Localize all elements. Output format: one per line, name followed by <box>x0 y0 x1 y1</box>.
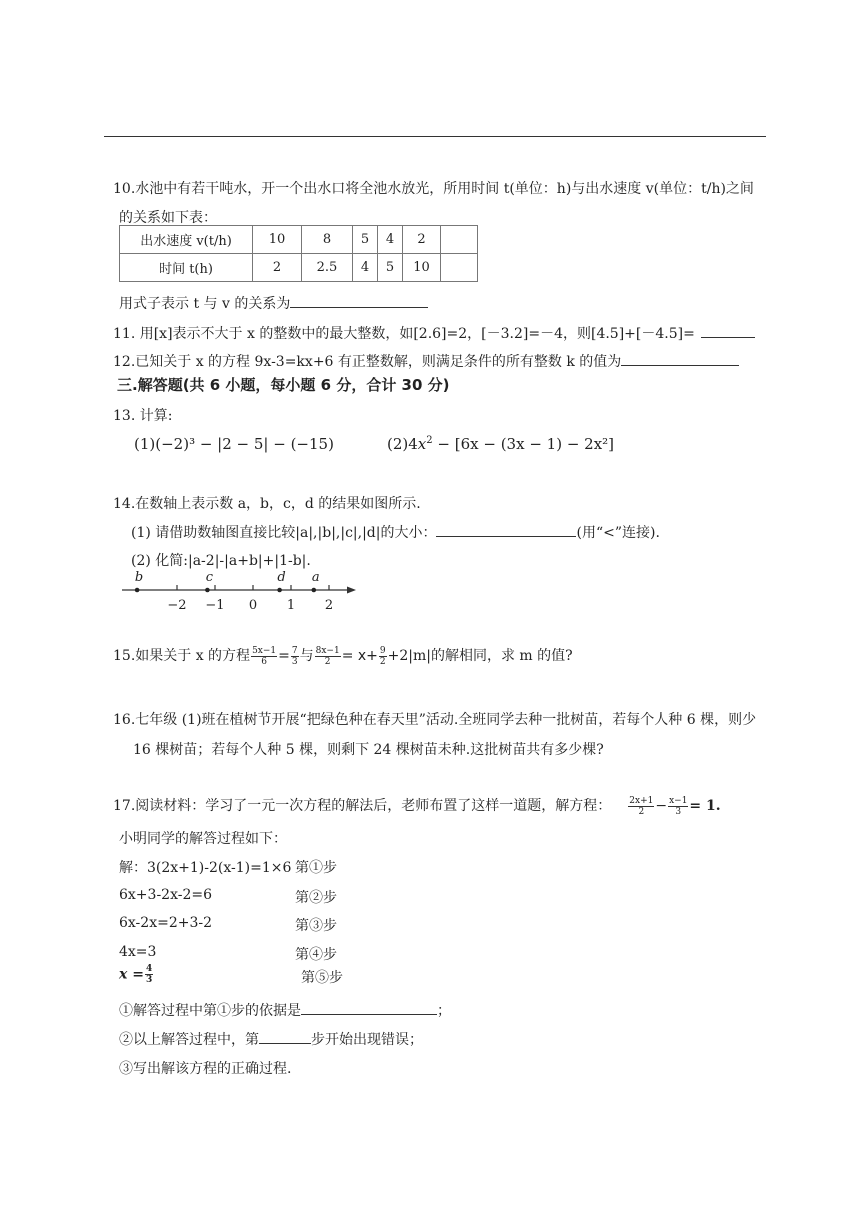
q12-answer-blank[interactable] <box>621 351 739 366</box>
table-cell <box>441 226 478 254</box>
q10-line1: 10.水池中有若干吨水，开一个出水口将全池水放光，所用时间 t(单位：h)与出水速度 v(单位：t/h)之间 <box>113 181 754 197</box>
q17-step-1-expr: 解：3(2x+1)-2(x-1)=1×6 <box>119 860 292 876</box>
q10-line2: 的关系如下表： <box>119 210 217 226</box>
fraction-denominator: 2 <box>324 656 331 667</box>
table-cell: 8 <box>302 226 353 254</box>
q17-sub1 <box>119 1000 451 1020</box>
q17-step-3-label: 第③步 <box>295 918 337 934</box>
q10-answer-line <box>119 293 428 313</box>
q17-fraction-1 <box>628 796 654 817</box>
q17-step-5-label: 第⑤步 <box>301 970 343 986</box>
q16-line1: 16.七年级 (1)班在植树节开展“把绿色种在春天里”活动.全班同学去种一批树苗，若每个人种 6 棵，则少 <box>113 712 757 728</box>
q17-sub2-suffix: 步开始出现错误； <box>311 1032 423 1048</box>
table-row <box>120 226 478 254</box>
table-row <box>120 254 478 282</box>
table-cell: 10 <box>253 226 302 254</box>
q13-label: 13. 计算: <box>113 408 173 424</box>
q15-fraction-1 <box>251 646 277 667</box>
q17-sub2-prefix: ②以上解答过程中，第 <box>119 1032 259 1048</box>
q14-part2: (2) 化简:|a-2|-|a+b|+|1-b|. <box>131 553 311 569</box>
table-cell: 4 <box>378 226 403 254</box>
q17-sub3: ③写出解该方程的正确过程. <box>119 1061 292 1077</box>
fraction-numerator: x−1 <box>669 795 688 806</box>
q17-line1-text: 17.阅读材料：学习了一元一次方程的解法后，老师布置了这样一道题，解方程： <box>113 798 612 814</box>
q17-step-2-label: 第②步 <box>295 890 337 906</box>
q14-answer-blank[interactable] <box>436 522 576 537</box>
q14-part1-suffix: (用“<”连接). <box>576 525 660 541</box>
q13-part1: (1)(−2)³ − |2 − 5| − (−15) <box>134 435 334 453</box>
number-line-point-label: b <box>134 570 144 585</box>
number-line-tick-label: −2 <box>167 598 187 613</box>
number-line-point-c <box>205 588 210 593</box>
q13-part2-prefix: (2)4 <box>387 435 418 453</box>
q11-text: 11. 用[x]表示不大于 x 的整数中的最大整数，如[2.6]=2，[－3.2]=－4，则[4.5]+[－4.5]= <box>113 326 695 342</box>
fraction-numerator: 5x−1 <box>252 645 277 656</box>
q17-sub2 <box>119 1029 423 1049</box>
row-header-time: 时间 t(h) <box>120 254 253 282</box>
speed-time-table <box>119 225 478 282</box>
table-cell: 5 <box>353 226 378 254</box>
q17-step-1-label: 第①步 <box>295 860 337 876</box>
q14-part1-line <box>131 522 660 542</box>
q15-prefix: 15.如果关于 x 的方程 <box>113 648 251 664</box>
table-cell: 4 <box>353 254 378 282</box>
fraction-numerator: 9 <box>379 645 386 656</box>
q15-equals: = <box>278 648 290 664</box>
number-line-tick-label: 2 <box>324 598 334 613</box>
q17-step-5-fraction <box>145 964 153 985</box>
q17-sub2-blank[interactable] <box>259 1029 311 1044</box>
number-line-point-label: d <box>277 570 286 585</box>
q14-part1: (1) 请借助数轴图直接比较|a|,|b|,|c|,|d|的大小： <box>131 525 437 541</box>
q15-fraction-4 <box>379 646 387 667</box>
q16-line2: 16 棵树苗；若每个人种 5 棵，则剩下 24 棵树苗未种.这批树苗共有多少棵? <box>133 742 604 758</box>
number-line-point-label: c <box>205 570 214 585</box>
table-cell: 10 <box>403 254 441 282</box>
q17-sub1-suffix: ； <box>437 1003 451 1019</box>
q17-minus: − <box>655 798 668 814</box>
number-line-tick-label: 1 <box>286 598 296 613</box>
q12-line <box>113 351 739 371</box>
q17-intro: 小明同学的解答过程如下： <box>119 831 287 847</box>
fraction-denominator: 3 <box>291 656 298 667</box>
number-line-tick-label: −1 <box>205 598 225 613</box>
number-line-point-a <box>312 588 317 593</box>
fraction-numerator: 2x+1 <box>629 795 654 806</box>
number-line <box>118 566 358 616</box>
q14-label: 14.在数轴上表示数 a，b，c，d 的结果如图所示. <box>113 496 421 512</box>
q10-answer-prompt: 用式子表示 t 与 v 的关系为 <box>119 296 291 312</box>
q15-equals-x: = x+ <box>341 648 378 664</box>
q13-part2: $(2)4x^2 - [6x - (3x - 1) - 2x^2]$ <box>387 435 615 453</box>
q11-line <box>113 323 755 343</box>
q10-answer-blank[interactable] <box>290 293 428 308</box>
fraction-denominator: 2 <box>638 806 645 817</box>
table-cell: 2 <box>253 254 302 282</box>
section-title: 三.解答题(共 6 小题，每小题 6 分，合计 30 分) <box>117 376 450 394</box>
q17-step-2-expr: 6x+3-2x-2=6 <box>119 887 213 903</box>
q17-line1 <box>113 795 721 817</box>
fraction-numerator: 4 <box>145 964 153 974</box>
table-cell <box>441 254 478 282</box>
q17-rhs: = 1. <box>689 798 721 814</box>
q13-part2-rest: − [6x − (3x − 1) − 2x²] <box>432 435 615 453</box>
q17-fraction-2 <box>668 796 688 817</box>
q15-fraction-3 <box>315 646 341 667</box>
q17-sub1-blank[interactable] <box>301 1000 437 1015</box>
table-cell: 5 <box>378 254 403 282</box>
table-cell: 2.5 <box>302 254 353 282</box>
q12-text: 12.已知关于 x 的方程 9x-3=kx+6 有正整数解，则满足条件的所有整数 k 的值为 <box>113 354 622 370</box>
number-line-point-d <box>277 588 282 593</box>
q15-and: 与 <box>299 648 314 664</box>
row-header-speed: 出水速度 v(t/h) <box>120 226 253 254</box>
q17-step-5-expr <box>119 964 154 985</box>
q15-fraction-2 <box>291 646 299 667</box>
q17-sub1-prefix: ①解答过程中第①步的依据是 <box>119 1003 301 1019</box>
fraction-denominator: 3 <box>145 975 153 985</box>
number-line-point-b <box>135 588 140 593</box>
number-line-tick-label: 0 <box>248 598 258 613</box>
fraction-denominator: 3 <box>675 806 682 817</box>
table-cell: 2 <box>403 226 441 254</box>
arrow-right-icon <box>347 587 356 594</box>
header-rule <box>104 136 766 137</box>
fraction-denominator: 6 <box>261 656 267 667</box>
q17-step-4-expr: 4x=3 <box>119 944 157 960</box>
q17-step-4-label: 第④步 <box>295 947 337 963</box>
q17-step-5-lhs: x = <box>119 966 144 983</box>
fraction-numerator: 7 <box>291 645 298 656</box>
q17-step-3-expr: 6x-2x=2+3-2 <box>119 915 213 931</box>
q15-line <box>113 645 573 667</box>
number-line-point-label: a <box>311 570 320 585</box>
fraction-numerator: 8x−1 <box>315 645 340 656</box>
q15-suffix: +2|m|的解相同，求 m 的值? <box>387 648 573 664</box>
fraction-denominator: 2 <box>379 656 386 667</box>
q11-answer-blank[interactable] <box>701 323 755 338</box>
